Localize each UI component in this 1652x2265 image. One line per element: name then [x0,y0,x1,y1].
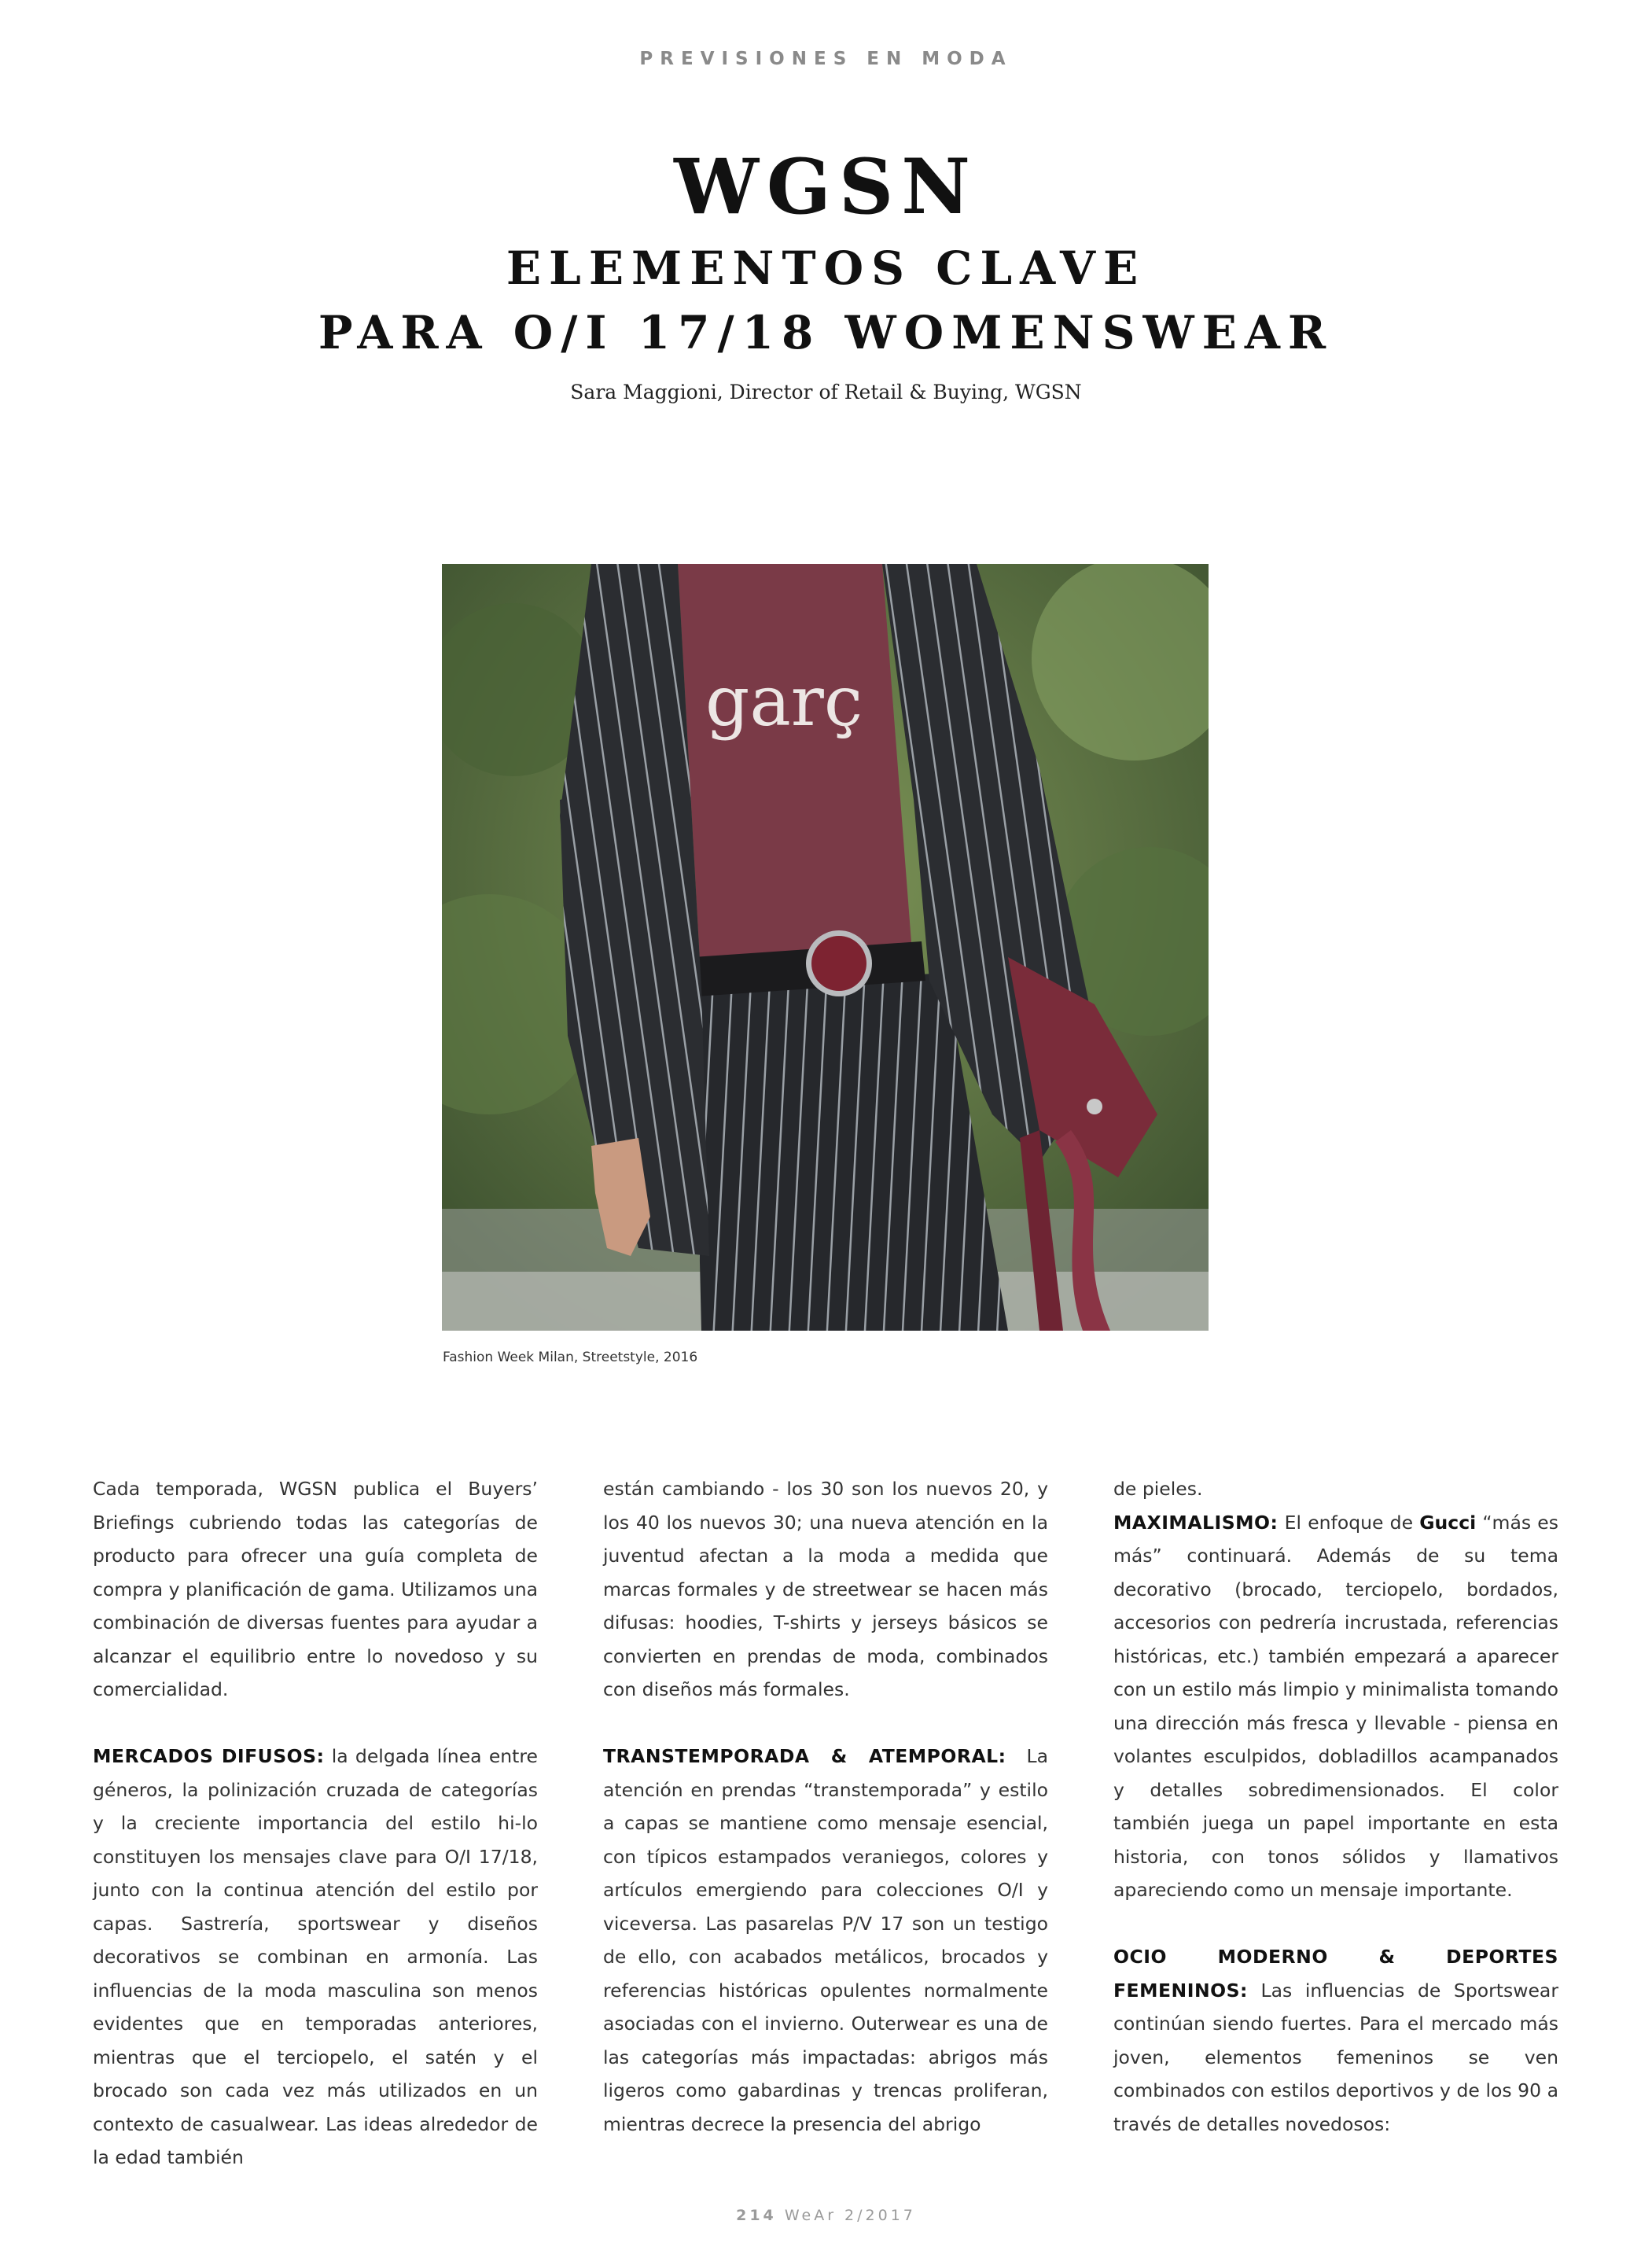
article-column-3 [1113,1472,1558,2141]
section-text: “más es más” continuará. Además de su tema decorativo (brocado, terciopelo, bordados, accesorios con pedrería incrustada, referencias históricas, etc.) también empezará a aparecer con un estilo más limpio y minimalista tomando una dirección más fresca y llevable - piensa en volantes esculpidos, dobladillos acampanados y detalles sobredimensionados. El color también juega un papel importante en esta historia, con tonos sólidos y llamativos apareciendo como un mensaje importante. [1113,1511,1558,1901]
section-heading: MERCADOS DIFUSOS: [93,1745,325,1767]
byline: Sara Maggioni, Director of Retail & Buying, WGSN [570,381,1082,403]
section-maximalismo [1113,1506,1558,1907]
section-heading: MAXIMALISMO: [1113,1511,1279,1534]
brand-name: Gucci [1419,1511,1477,1534]
page-number: 214 [736,2207,777,2224]
section-text: El enfoque de [1278,1511,1420,1534]
section-ocio-moderno [1113,1940,1558,2141]
section-transtemporada [603,1740,1048,2141]
article-subtitle-line-1: ELEMENTOS CLAVE [506,241,1146,295]
section-continuation: de pieles. [1113,1478,1203,1500]
streetstyle-photo [442,564,1209,1331]
section-text: Las influencias de Sportswear continúan siendo fuertes. Para el mercado más joven, elementos femeninos se ven combinados con estilos deportivos y de los 90 a través de detalles novedosos: [1113,1979,1558,2135]
section-label: PREVISIONES EN MODA [639,49,1013,69]
section-text: La atención en prendas “transtemporada” y estilo a capas se mantiene como mensaje esencial, con típicos estampados veraniegos, colores y artículos emergiendo para colecciones O/I y viceversa. Las pasarelas P/V 17 son un testigo de ello, con acabados metálicos, brocados y referencias históricas opulentes normalmente asociadas con el invierno. Outerwear es una de las categorías más impactadas: abrigos más ligeros como gabardinas y trencas proliferan, mientras decrece la presencia del abrigo [603,1745,1048,2135]
article-column-2 [603,1472,1048,2141]
publication-name: WeAr 2/2017 [784,2207,916,2224]
article-subtitle-line-2: PARA O/I 17/18 WOMENSWEAR [318,306,1334,359]
section-heading: OCIO MODERNO & DEPORTES FEMENINOS: [1113,1946,1558,2002]
photo-caption: Fashion Week Milan, Streetstyle, 2016 [443,1350,698,1365]
section-continuation: están cambiando - los 30 son los nuevos 20, y los 40 los nuevos 30; una nueva atención en la juventud afectan a la moda a medida que marcas formales y de streetwear se hacen más difusas: hoodies, T-shirts y jerseys básicos se convierten en prendas de moda, combinados con diseños más formales. [603,1478,1048,1700]
section-mercados-difusos [93,1740,538,2175]
article-title: WGSN [674,142,978,231]
intro-paragraph: Cada temporada, WGSN publica el Buyers’ Briefings cubriendo todas las categorías de producto para ofrecer una guía completa de compra y planificación de gama. Utilizamos una combinación de diversas fuentes para ayudar a alcanzar el equilibrio entre lo novedoso y su comercialidad. [93,1478,538,1700]
section-heading: TRANSTEMPORADA & ATEMPORAL: [603,1745,1006,1767]
section-text: la delgada línea entre géneros, la polinización cruzada de categorías y la creciente importancia del estilo hi-lo constituyen los mensajes clave para O/I 17/18, junto con la continua atención del estilo por capas. Sastrería, sportswear y diseños decorativos se combinan en armonía. Las influencias de la moda masculina son menos evidentes que en temporadas anteriores, mientras que el terciopelo, el satén y el brocado son cada vez más utilizados en un contexto de casualwear. Las ideas alrededor de la edad también [93,1745,538,2168]
page-footer [0,2207,1652,2224]
shirt-print-text: garç [705,661,863,742]
article-column-1 [93,1472,538,2175]
